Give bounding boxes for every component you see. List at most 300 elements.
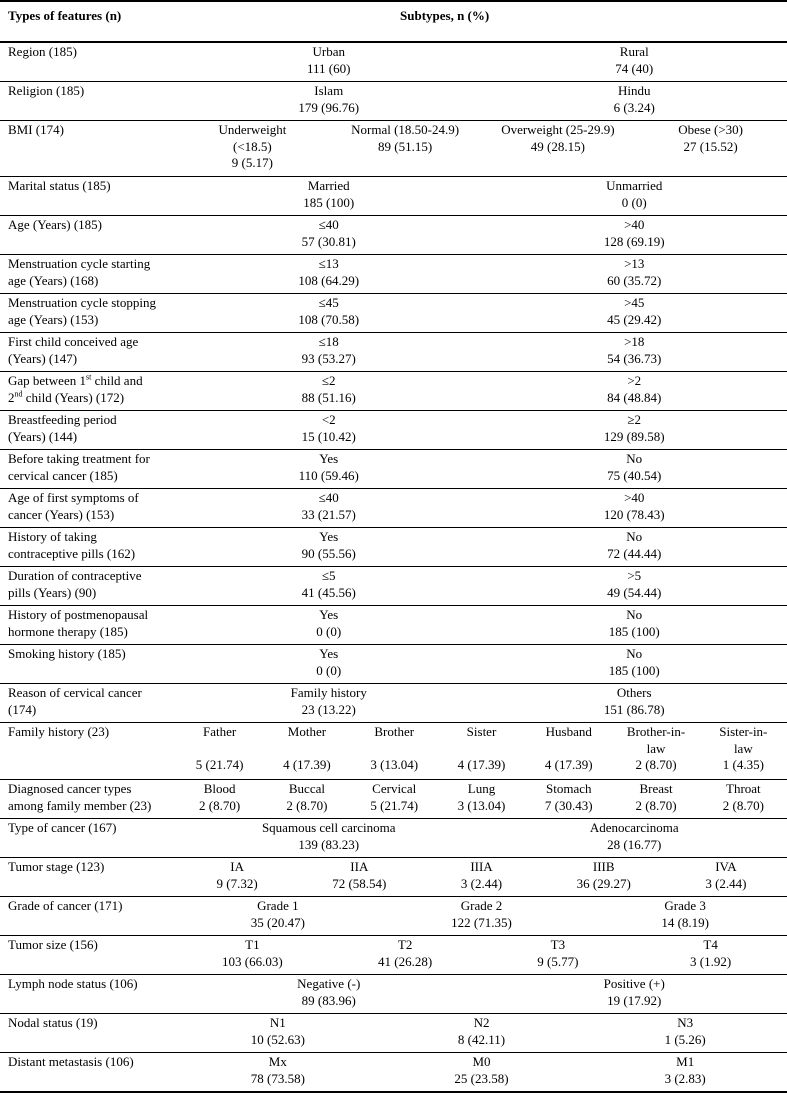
subtype-cell-line: Brother [374, 724, 415, 739]
subtype-cell-line: 108 (64.29) [298, 272, 360, 288]
subtype-cell-line: 27 (15.52) [683, 138, 738, 154]
row-cells [176, 450, 787, 488]
subtype-cell [351, 723, 438, 779]
subtype-cell [380, 1053, 584, 1091]
table-row [0, 858, 787, 897]
row-label-line: Lymph node status (106) [8, 976, 138, 991]
row-label [0, 216, 176, 254]
row-label-line: 2nd child (Years) (172) [8, 389, 125, 405]
row-label [0, 333, 176, 371]
row-label [0, 82, 176, 120]
row-label-line: First child conceived age [8, 334, 139, 349]
row-label [0, 372, 176, 410]
subtype-cell-line: Brother-in- [626, 724, 686, 739]
row-cells [176, 82, 787, 120]
subtype-cell-line: 0 (0) [316, 623, 342, 639]
subtype-cell-line: 72 (58.54) [332, 875, 387, 891]
subtype-cell [482, 450, 787, 488]
subtype-cell [612, 780, 699, 818]
subtype-cell [482, 684, 787, 722]
row-label [0, 1053, 176, 1091]
subtype-cell [583, 1014, 787, 1052]
subtype-cell-line: 14 (8.19) [661, 914, 710, 930]
row-label [0, 819, 176, 857]
row-cells [176, 645, 787, 683]
subtype-cell [176, 606, 482, 644]
subtype-cell [438, 780, 525, 818]
subtype-cell-line: 9 (5.77) [537, 953, 579, 969]
subtype-cell [176, 255, 482, 293]
subtype-cell-line: >40 [624, 217, 645, 232]
row-label [0, 121, 176, 176]
subtype-cell-line: ≥2 [627, 412, 642, 427]
subtype-cell-line: 90 (55.56) [301, 545, 356, 561]
subtype-cell [612, 723, 699, 779]
subtype-cell-line: Underweight [218, 122, 287, 137]
subtype-cell-line: 4 (17.39) [544, 757, 593, 772]
row-cells [176, 567, 787, 605]
subtype-cell-line: 3 (2.44) [705, 875, 747, 891]
subtype-cell-line: 49 (28.15) [530, 138, 585, 154]
subtype-cell-line [525, 741, 612, 758]
subtype-cell [482, 121, 635, 176]
subtype-cell [482, 216, 787, 254]
subtype-cell-line: Family history [290, 685, 367, 700]
table-row [0, 528, 787, 567]
row-label-line: Type of cancer (167) [8, 820, 117, 835]
subtype-cell-line: 54 (36.73) [607, 350, 662, 366]
subtype-cell-line: 3 (2.44) [460, 875, 503, 891]
row-label-line: (Years) (144) [8, 428, 78, 444]
subtype-cell-line: 103 (66.03) [222, 953, 283, 969]
subtype-cell-line: ≤40 [318, 217, 339, 232]
table-row [0, 216, 787, 255]
row-cells [176, 177, 787, 215]
table-row [0, 121, 787, 177]
subtype-cell-line: Blood [203, 781, 236, 796]
subtype-cell-line: Yes [319, 646, 339, 661]
subtype-cell [176, 489, 482, 527]
subtype-cell [634, 121, 787, 176]
subtype-cell-line: T3 [550, 937, 566, 952]
subtype-cell-line: Lung [467, 781, 496, 796]
row-label-line: Nodal status (19) [8, 1015, 98, 1030]
subtype-cell-line: M1 [676, 1054, 695, 1069]
subtype-cell-line: 185 (100) [608, 662, 660, 678]
subtype-cell [351, 780, 438, 818]
subtype-cell-line: 2 (8.70) [722, 797, 764, 813]
row-label-line: (174) [8, 701, 37, 717]
table-row [0, 372, 787, 411]
subtype-cell-line: 6 (3.24) [613, 99, 655, 115]
subtype-cell [176, 780, 263, 818]
row-label-line: Breastfeeding period [8, 412, 117, 427]
row-cells [176, 216, 787, 254]
subtype-cell [482, 819, 787, 857]
subtype-cell [482, 372, 787, 410]
subtype-cell [263, 780, 350, 818]
subtype-cell-line: No [626, 451, 643, 466]
subtype-cell-line: 128 (69.19) [603, 233, 665, 249]
row-label [0, 294, 176, 332]
subtype-cell-line: Sister-in- [719, 724, 768, 739]
subtype-cell-line: 2 (8.70) [199, 797, 241, 813]
subtype-cell-line: Unmarried [606, 178, 663, 193]
subtype-cell [665, 858, 787, 896]
row-label [0, 255, 176, 293]
row-label-line: History of postmenopausal [8, 607, 149, 622]
subtype-cell-line: 2 (8.70) [286, 797, 328, 813]
subtype-cell-line: >18 [624, 334, 645, 349]
row-cells [176, 975, 787, 1013]
table-row [0, 177, 787, 216]
subtype-cell-line: 120 (78.43) [603, 506, 665, 522]
table-row [0, 645, 787, 684]
subtype-cell-line: 3 (13.04) [457, 797, 506, 813]
row-label [0, 645, 176, 683]
subtype-cell-line: 45 (29.42) [607, 311, 662, 327]
subtype-cell-line: 9 (5.17) [231, 155, 273, 170]
row-cells [176, 858, 787, 896]
subtype-cell [380, 897, 584, 935]
row-label-line: contraceptive pills (162) [8, 545, 136, 561]
subtype-cell-line: law [733, 740, 753, 756]
subtype-cell-line: 60 (35.72) [607, 272, 662, 288]
row-label-line: BMI (174) [8, 122, 64, 137]
row-label-line: Family history (23) [8, 724, 110, 739]
subtype-cell-line: ≤18 [318, 334, 339, 349]
subtype-cell-line: 23 (13.22) [301, 701, 356, 717]
subtype-cell-line: Overweight (25-29.9) [501, 122, 615, 137]
subtype-cell-line: 0 (0) [621, 194, 647, 210]
subtype-cell-line: N2 [473, 1015, 490, 1030]
subtype-cell-line: ≤2 [321, 373, 336, 388]
subtype-cell [176, 567, 482, 605]
subtype-cell [176, 723, 263, 779]
subtype-cell [700, 723, 787, 779]
subtype-cell-line [438, 741, 525, 758]
subtype-cell [583, 1053, 787, 1091]
subtype-cell-line: 108 (70.58) [298, 311, 360, 327]
subtype-cell-line: 84 (48.84) [607, 389, 662, 405]
subtype-cell-line: 2 (8.70) [635, 797, 677, 813]
subtype-cell-line: 28 (16.77) [607, 836, 662, 852]
row-cells [176, 819, 787, 857]
table-row [0, 780, 787, 819]
row-label [0, 780, 176, 818]
subtype-cell-line: 74 (40) [615, 60, 654, 76]
row-label-line: Menstruation cycle starting [8, 256, 151, 271]
header-features: Types of features (n) [8, 8, 122, 23]
subtype-cell [176, 1053, 380, 1091]
row-label-line: Tumor size (156) [8, 937, 98, 952]
subtype-cell-line: 3 (1.92) [690, 953, 732, 969]
subtype-cell-line: ≤45 [318, 295, 339, 310]
subtype-cell-line: N1 [269, 1015, 286, 1030]
table-row [0, 975, 787, 1014]
subtype-cell-line: T1 [245, 937, 260, 952]
subtype-cell [298, 858, 420, 896]
table-body [0, 43, 787, 1093]
table-row [0, 567, 787, 606]
row-label-line: age (Years) (168) [8, 272, 99, 288]
subtype-cell [482, 567, 787, 605]
subtype-cell-line: Hindu [618, 83, 651, 98]
row-cells [176, 723, 787, 779]
row-label-line: Before taking treatment for [8, 451, 150, 466]
subtype-cell [482, 333, 787, 371]
table-row [0, 684, 787, 723]
subtype-cell-line: 5 (21.74) [370, 797, 419, 813]
row-label-line: pills (Years) (90) [8, 584, 97, 600]
subtype-cell [329, 936, 482, 974]
subtype-cell [482, 489, 787, 527]
subtype-cell-line: 3 (13.04) [370, 757, 419, 772]
row-label [0, 684, 176, 722]
subtype-cell-line: Breast [639, 781, 673, 796]
row-label [0, 897, 176, 935]
row-label-line: Religion (185) [8, 83, 85, 98]
subtype-cell-line: 9 (7.32) [216, 875, 258, 891]
row-cells [176, 43, 787, 81]
subtype-cell-line: 88 (51.16) [301, 389, 356, 405]
subtype-cell [176, 82, 482, 120]
subtype-cell-line: 139 (83.23) [298, 836, 360, 852]
subtype-cell-line: Grade 1 [257, 898, 299, 913]
subtype-cell-line: Squamous cell carcinoma [261, 820, 396, 835]
subtype-cell [438, 723, 525, 779]
row-cells [176, 121, 787, 176]
subtype-cell-line: Yes [319, 529, 339, 544]
row-label-line: among family member (23) [8, 797, 152, 813]
subtype-cell [176, 372, 482, 410]
row-label-line: Menstruation cycle stopping [8, 295, 157, 310]
subtype-cell-line: IIIB [592, 859, 615, 874]
subtype-cell-line: Sister [466, 724, 497, 739]
table-row [0, 936, 787, 975]
table-row [0, 819, 787, 858]
subtype-cell-line: IVA [715, 859, 737, 874]
subtype-cell-line: Mother [287, 724, 327, 739]
subtype-cell [176, 294, 482, 332]
subtype-cell-line: Negative (-) [297, 976, 361, 991]
subtype-cell [543, 858, 665, 896]
row-label-line: Region (185) [8, 44, 77, 59]
subtype-cell-line: 179 (96.76) [298, 99, 360, 115]
table-row [0, 333, 787, 372]
subtype-cell [176, 528, 482, 566]
subtype-cell-line: 8 (42.11) [457, 1031, 506, 1047]
row-label [0, 450, 176, 488]
table-row [0, 43, 787, 82]
subtype-cell-line: IA [230, 859, 244, 874]
subtype-cell [482, 411, 787, 449]
subtype-cell-line [176, 741, 263, 758]
subtype-cell-line: 41 (26.28) [378, 953, 433, 969]
subtype-cell-line: Obese (>30) [678, 122, 743, 137]
subtype-cell-line [351, 741, 438, 758]
subtype-cell-line: 89 (83.96) [301, 992, 356, 1008]
subtype-cell-line: 185 (100) [608, 623, 660, 639]
row-cells [176, 606, 787, 644]
subtype-cell-line: 111 (60) [307, 60, 351, 76]
table-row [0, 450, 787, 489]
subtype-cell-line: Others [616, 685, 652, 700]
header-subtypes: Subtypes, n (%) [400, 8, 490, 23]
subtype-cell [482, 936, 635, 974]
row-label-line: cancer (Years) (153) [8, 506, 115, 522]
subtype-cell-line: 3 (2.83) [664, 1070, 706, 1086]
row-cells [176, 780, 787, 818]
subtype-cell-line: Husband [545, 724, 592, 739]
table-row [0, 1053, 787, 1093]
subtype-cell [176, 897, 380, 935]
subtype-cell-line: <2 [321, 412, 336, 427]
subtype-cell-line: Islam [314, 83, 344, 98]
subtype-cell-line: 41 (45.56) [301, 584, 356, 600]
row-label [0, 528, 176, 566]
row-label-line: Reason of cervical cancer [8, 685, 142, 700]
row-label-line: Smoking history (185) [8, 646, 126, 661]
row-cells [176, 489, 787, 527]
table-row [0, 82, 787, 121]
row-cells [176, 1014, 787, 1052]
subtype-cell [482, 43, 787, 81]
subtype-cell-line: 36 (29.27) [576, 875, 631, 891]
subtype-cell [176, 858, 298, 896]
subtype-cell [176, 645, 482, 683]
subtype-cell [420, 858, 542, 896]
subtype-cell-line: 122 (71.35) [451, 914, 512, 930]
row-label [0, 975, 176, 1013]
subtype-cell-line: Grade 2 [460, 898, 503, 913]
subtype-cell [176, 684, 482, 722]
subtype-cell [380, 1014, 584, 1052]
subtype-cell-line: Yes [319, 607, 339, 622]
subtype-cell-line: 78 (73.58) [250, 1070, 305, 1086]
row-label-line: Distant metastasis (106) [8, 1054, 134, 1069]
subtype-cell-line: 49 (54.44) [607, 584, 662, 600]
subtype-cell-line: 93 (53.27) [301, 350, 356, 366]
subtype-cell [176, 121, 329, 176]
table-row [0, 606, 787, 645]
subtype-cell [525, 723, 612, 779]
row-label-line: Marital status (185) [8, 178, 111, 193]
table-row [0, 897, 787, 936]
row-label-line: Age of first symptoms of [8, 490, 139, 505]
subtype-cell-line: 1 (5.26) [664, 1031, 706, 1047]
row-cells [176, 333, 787, 371]
row-cells [176, 897, 787, 935]
subtype-cell-line: 33 (21.57) [301, 506, 356, 522]
subtype-cell [176, 975, 482, 1013]
subtype-cell [700, 780, 787, 818]
row-label-line: Age (Years) (185) [8, 217, 102, 232]
table-row [0, 411, 787, 450]
subtype-cell-line: >5 [627, 568, 642, 583]
row-label-line: Gap between 1st child and [8, 372, 143, 388]
subtype-cell [176, 819, 482, 857]
subtype-cell-line: (<18.5) [233, 138, 272, 154]
subtype-cell-line: IIA [350, 859, 369, 874]
subtype-cell [176, 216, 482, 254]
subtype-cell-line: 151 (86.78) [603, 701, 665, 717]
subtype-cell-line: 185 (100) [303, 194, 355, 210]
subtype-cell [525, 780, 612, 818]
table-row [0, 723, 787, 780]
subtype-cell-line: 75 (40.54) [607, 467, 662, 483]
row-label-line: cervical cancer (185) [8, 467, 118, 483]
row-label-line: Duration of contraceptive [8, 568, 142, 583]
subtype-cell-line: 7 (30.43) [544, 797, 593, 813]
row-cells [176, 255, 787, 293]
subtype-cell-line: 89 (51.15) [378, 138, 433, 154]
subtype-cell [176, 450, 482, 488]
subtype-cell-line: ≤5 [321, 568, 336, 583]
subtype-cell [263, 723, 350, 779]
subtype-cell-line [263, 741, 350, 758]
table-row [0, 1014, 787, 1053]
row-label-line: hormone therapy (185) [8, 623, 128, 639]
subtype-cell [482, 82, 787, 120]
row-label [0, 723, 176, 779]
row-label [0, 936, 176, 974]
row-label [0, 1014, 176, 1052]
subtype-cell [176, 936, 329, 974]
subtype-cell [482, 255, 787, 293]
row-cells [176, 684, 787, 722]
subtype-cell [482, 528, 787, 566]
subtype-cell [583, 897, 787, 935]
subtype-cell-line: >40 [624, 490, 645, 505]
subtype-cell-line: 4 (17.39) [457, 757, 506, 772]
subtype-cell [634, 936, 787, 974]
subtype-cell-line: Rural [619, 44, 649, 59]
subtype-cell-line: T4 [703, 937, 718, 952]
subtype-cell-line: No [626, 529, 643, 544]
row-label-line: Grade of cancer (171) [8, 898, 123, 913]
subtype-cell-line: 110 (59.46) [298, 467, 359, 483]
subtype-cell [329, 121, 482, 176]
table-header [0, 0, 787, 43]
subtype-cell-line: Mx [268, 1054, 287, 1069]
subtype-cell-line: 57 (30.81) [301, 233, 356, 249]
subtype-cell [176, 43, 482, 81]
row-label [0, 606, 176, 644]
row-label-line: (Years) (147) [8, 350, 78, 366]
subtype-cell-line: Father [203, 724, 237, 739]
subtype-cell [482, 606, 787, 644]
table-row [0, 489, 787, 528]
row-label-line: Diagnosed cancer types [8, 781, 132, 796]
subtype-cell-line: No [626, 646, 643, 661]
subtype-cell-line: 25 (23.58) [454, 1070, 509, 1086]
row-label [0, 411, 176, 449]
row-cells [176, 1053, 787, 1091]
subtype-cell-line: 0 (0) [316, 662, 342, 678]
subtype-cell-line: N3 [677, 1015, 694, 1030]
subtype-cell-line: law [646, 740, 666, 756]
subtype-cell [176, 1014, 380, 1052]
subtype-cell-line: 10 (52.63) [250, 1031, 305, 1047]
subtype-cell-line: Cervical [372, 781, 417, 796]
subtype-cell [176, 333, 482, 371]
subtype-cell-line: ≤13 [318, 256, 339, 271]
row-cells [176, 936, 787, 974]
subtype-cell-line: >45 [624, 295, 645, 310]
subtype-cell-line: 5 (21.74) [195, 757, 244, 772]
subtype-cell-line: Urban [312, 44, 345, 59]
